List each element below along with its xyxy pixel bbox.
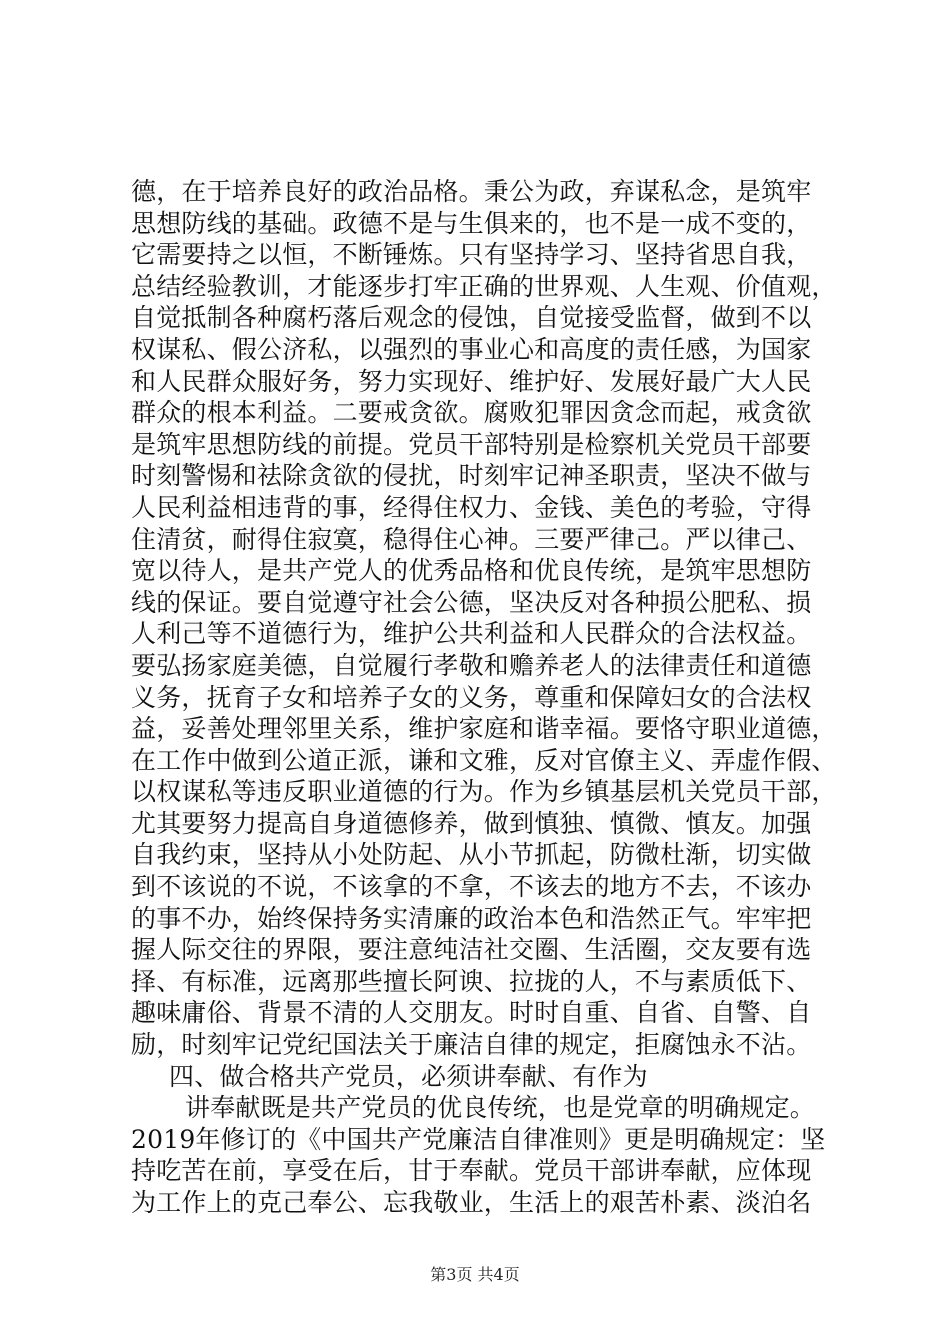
text-line: 人民利益相违背的事，经得住权力、金钱、美色的考验，守得 bbox=[131, 492, 812, 522]
text-line: 以权谋私等违反职业道德的行为。作为乡镇基层机关党员干部， bbox=[131, 777, 837, 807]
text-line: 持吃苦在前，享受在后，甘于奉献。党员干部讲奉献，应体现 bbox=[131, 1156, 812, 1186]
text-line: 住清贫，耐得住寂寞，稳得住心神。三要严律己。严以律己、 bbox=[131, 524, 812, 554]
paragraph-first-line: 讲奉献既是共产党员的优良传统，也是党章的明确规定。 bbox=[185, 1093, 816, 1123]
text-line: 宽以待人，是共产党人的优秀品格和优良传统，是筑牢思想防 bbox=[131, 556, 812, 586]
text-line: 到不该说的不说，不该拿的不拿，不该去的地方不去，不该办 bbox=[131, 872, 812, 902]
text-line: 自觉抵制各种腐朽落后观念的侵蚀，自觉接受监督，做到不以 bbox=[131, 303, 812, 333]
text-line: 思想防线的基础。政德不是与生俱来的，也不是一成不变的， bbox=[131, 208, 812, 238]
text-line: 励，时刻牢记党纪国法关于廉洁自律的规定，拒腐蚀永不沾。 bbox=[131, 1030, 812, 1060]
text-line: 握人际交往的界限，要注意纯洁社交圈、生活圈，交友要有选 bbox=[131, 935, 812, 965]
text-line: 和人民群众服好务，努力实现好、维护好、发展好最广大人民 bbox=[131, 366, 812, 396]
text-line: 群众的根本利益。二要戒贪欲。腐败犯罪因贪念而起，戒贪欲 bbox=[131, 398, 812, 428]
text-line: 义务，抚育子女和培养子女的义务，尊重和保障妇女的合法权 bbox=[131, 682, 812, 712]
text-line: 总结经验教训，才能逐步打牢正确的世界观、人生观、价值观， bbox=[131, 271, 837, 301]
text-line: 线的保证。要自觉遵守社会公德，坚决反对各种损公肥私、损 bbox=[131, 587, 812, 617]
text-line: 德，在于培养良好的政治品格。秉公为政，弃谋私念，是筑牢 bbox=[131, 177, 812, 206]
text-line: 2019年修订的《中国共产党廉洁自律准则》更是明确规定：坚 bbox=[131, 1124, 826, 1154]
text-line: 要弘扬家庭美德，自觉履行孝敬和赡养老人的法律责任和道德 bbox=[131, 650, 812, 680]
text-line: 是筑牢思想防线的前提。党员干部特别是检察机关党员干部要 bbox=[131, 429, 812, 459]
text-line: 尤其要努力提高自身道德修养，做到慎独、慎微、慎友。加强 bbox=[131, 808, 812, 838]
text-line: 在工作中做到公道正派，谦和文雅，反对官僚主义、弄虚作假、 bbox=[131, 745, 837, 775]
text-line: 为工作上的克己奉公、忘我敬业，生活上的艰苦朴素、淡泊名 bbox=[131, 1188, 812, 1217]
body-text bbox=[131, 176, 837, 1219]
text-line: 时刻警惕和祛除贪欲的侵扰，时刻牢记神圣职责，坚决不做与 bbox=[131, 461, 812, 491]
page-number-footer: 第3页 共4页 bbox=[430, 1265, 520, 1284]
text-line: 它需要持之以恒，不断锤炼。只有坚持学习、坚持省思自我， bbox=[131, 240, 812, 270]
text-line: 自我约束，坚持从小处防起、从小节抓起，防微杜渐，切实做 bbox=[131, 840, 812, 870]
text-line: 趣味庸俗、背景不清的人交朋友。时时自重、自省、自警、自 bbox=[131, 998, 812, 1028]
text-line: 的事不办，始终保持务实清廉的政治本色和浩然正气。牢牢把 bbox=[131, 903, 812, 933]
text-line: 择、有标准，远离那些擅长阿谀、拉拢的人，不与素质低下、 bbox=[131, 966, 812, 996]
section-heading: 四、做合格共产党员，必须讲奉献、有作为 bbox=[169, 1061, 648, 1091]
text-line: 益，妥善处理邻里关系，维护家庭和谐幸福。要恪守职业道德， bbox=[131, 714, 837, 744]
text-line: 人利己等不道德行为，维护公共利益和人民群众的合法权益。 bbox=[131, 619, 812, 649]
text-line: 权谋私、假公济私，以强烈的事业心和高度的责任感，为国家 bbox=[131, 334, 812, 364]
